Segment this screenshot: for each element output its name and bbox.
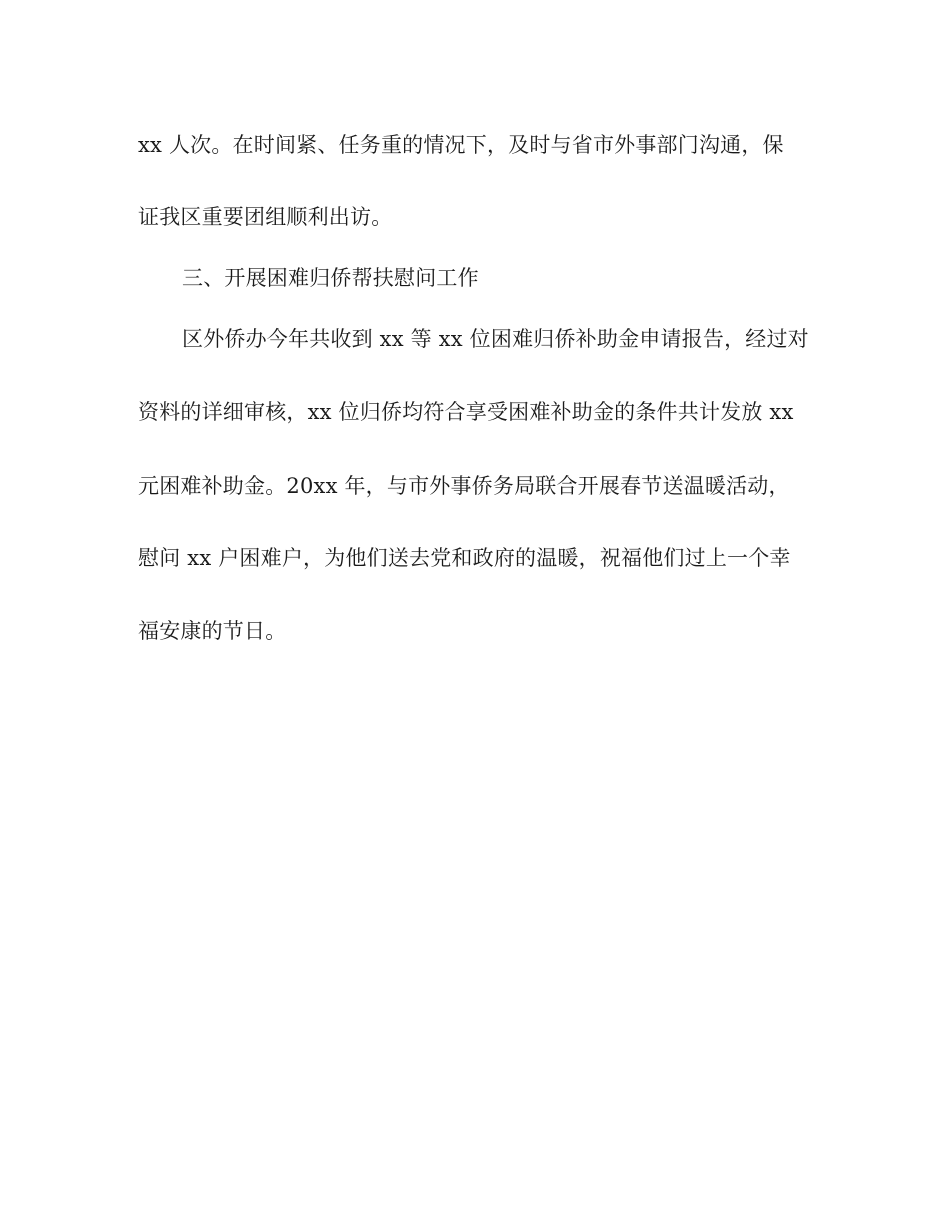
- paragraph-line: 福安康的节日。: [138, 619, 287, 643]
- paragraph-line: 区外侨办今年共收到 xx 等 xx 位困难归侨补助金申请报告，经过对: [182, 327, 809, 351]
- paragraph-line: 资料的详细审核，xx 位归侨均符合享受困难补助金的条件共计发放 xx: [138, 400, 794, 424]
- paragraph-line: 元困难补助金。20xx 年，与市外事侨务局联合开展春节送温暖活动，: [138, 474, 790, 498]
- paragraph-line: xx 人次。在时间紧、任务重的情况下，及时与省市外事部门沟通，保: [138, 133, 784, 157]
- paragraph-line: 证我区重要团组顺利出访。: [138, 205, 393, 229]
- paragraph-line: 慰问 xx 户困难户，为他们送去党和政府的温暖，祝福他们过上一个幸: [138, 546, 791, 570]
- section-heading: 三、开展困难归侨帮扶慰问工作: [182, 266, 479, 290]
